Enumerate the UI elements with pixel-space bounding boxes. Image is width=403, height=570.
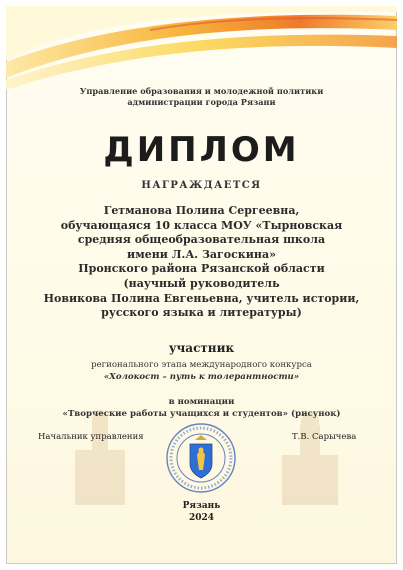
year-label: 2024 (188, 513, 215, 523)
org-line-1: Управление образования и молодежной политики (79, 86, 324, 96)
recipient-line: русского языка и литературы) (101, 306, 302, 320)
recipient-line: Пронского района Рязанской области (78, 262, 325, 276)
org-line-2: администрации города Рязани (127, 97, 276, 107)
recipient-line: имени Л.А. Загоскина» (127, 247, 276, 261)
organization-header (0, 86, 403, 108)
place-date (0, 500, 403, 524)
contest-name: «Холокост – путь к толерантности» (103, 371, 300, 382)
recipient-line: Гетманова Полина Сергеевна, (103, 204, 300, 217)
recipient-line: средняя общеобразовательная школа (77, 233, 326, 247)
awarded-label: НАГРАЖДАЕТСЯ (141, 180, 262, 191)
nomination-block (0, 397, 403, 420)
signatory-name: Т.В. Сарычева (292, 432, 357, 442)
nomination-name: «Творческие работы учащихся и студентов» (рисунок) (62, 408, 341, 419)
recipient-line: обучающаяся 10 класса МОУ «Тырновская (60, 218, 343, 232)
signatory-role: Начальник управления (38, 432, 144, 442)
stage-line: регионального этапа международного конкурса (91, 360, 312, 370)
contest-block (0, 360, 403, 383)
nomination-label: в номинации (168, 397, 235, 407)
recipient-line: (научный руководитель (123, 276, 280, 290)
city-label: Рязань (182, 501, 221, 511)
participant-label: участник (168, 341, 235, 355)
recipient-line: Новикова Полина Евгеньевна, учитель истории, (43, 291, 360, 305)
official-stamp (165, 422, 237, 494)
diploma-title: ДИПЛОМ (103, 130, 300, 170)
recipient-block (0, 204, 403, 321)
